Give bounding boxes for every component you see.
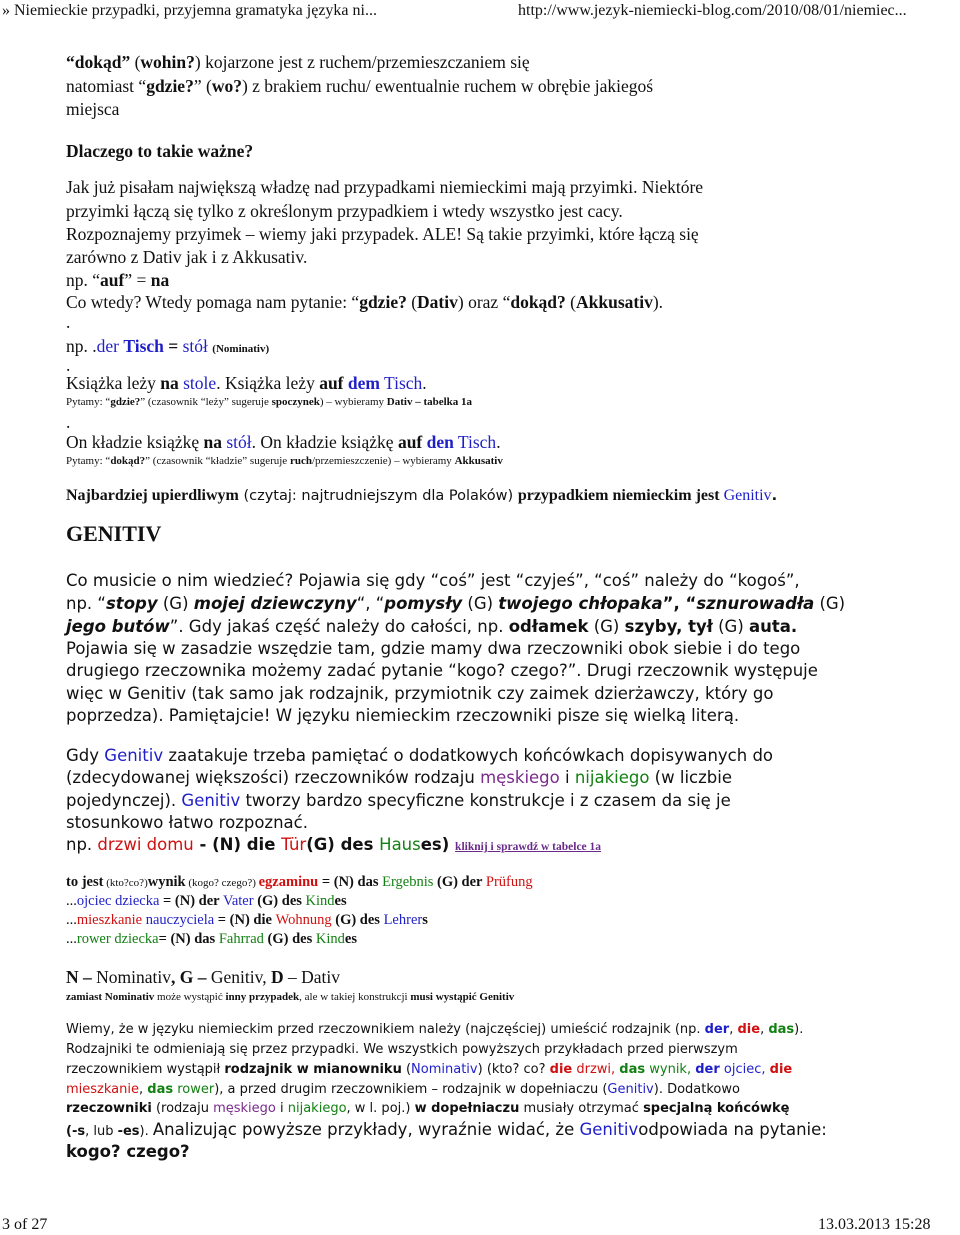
intro-line-3: miejsca: [66, 99, 120, 119]
paragraph-line: Pojawia się w zasadzie wszędzie tam, gdzie mamy dwa rzeczowniki obok siebie i do tego: [66, 639, 801, 658]
paragraph-line: pojedynczej). Genitiv tworzy bardzo specyficzne konstrukcje i z czasem da się je: [66, 791, 731, 810]
intro-line-1: “dokąd” (wohin?) kojarzone jest z ruchem/przemieszczaniem się: [66, 52, 530, 72]
question-line: Co wtedy? Wtedy pomaga nam pytanie: “gdzie? (Dativ) oraz “dokąd? (Akkusativ).: [66, 292, 664, 312]
example-line: ...rower dziecka= (N) das Fahrrad (G) des Kindes: [66, 931, 357, 947]
paragraph-line: drugiego rzeczownika możemy zadać pytanie “kogo? czego?”. Drugi rzeczownik występuje: [66, 661, 818, 680]
paragraph-line: Gdy Genitiv zaatakuje trzeba pamiętać o dodatkowych końcówkach dopisywanych do: [66, 746, 774, 765]
paragraph-line: kogo? czego?: [66, 1142, 190, 1161]
paragraph-line: przyimki łączą się tylko z określonym przypadkiem i wtedy wszystko jest cacy.: [66, 201, 623, 221]
paragraph-line: mieszkanie, das rower), a przed drugim rzeczownikiem – rodzajnik w dopełniaczu (Genitiv). Dodatkowo: [66, 1082, 740, 1097]
paragraph-line: więc w Genitiv (tak samo jak rodzajnik, przymiotnik czy zaimek dzierżawczy, który go: [66, 684, 774, 703]
example-sentence: Książka leży na stole. Książka leży auf dem Tisch.: [66, 373, 427, 393]
example-haus: np. drzwi domu - (N) die Tür(G) des Hauses) kliknij i sprawdź w tabelce 1a: [66, 835, 602, 854]
case-legend: N – Nominativ, G – Genitiv, D – Dativ: [66, 967, 341, 987]
paragraph-line: Co musicie o nim wiedzieć? Pojawia się gdy “coś” jest “czyjeś”, “coś” należy do “kogoś”,: [66, 571, 800, 590]
example-line: to jest (kto?co?)wynik (kogo? czego?) egzaminu = (N) das Ergebnis (G) der Prüfung: [66, 874, 533, 890]
header-url: http://www.jezyk-niemiecki-blog.com/2010/08/01/niemiec...: [518, 2, 907, 19]
paragraph-line: Wiemy, że w języku niemieckim przed rzeczownikiem należy (najczęściej) umieścić rodzajnik (np. der, die, das).: [66, 1022, 804, 1037]
genitiv-intro: Najbardziej upierdliwym (czytaj: najtrudniejszym dla Polaków) przypadkiem niemieckim jest Genitiv.: [66, 487, 778, 504]
dot: .: [66, 355, 71, 375]
note-line: zamiast Nominativ może wystąpić inny przypadek, ale w takiej konstrukcji musi wystąpić Genitiv: [66, 991, 515, 1003]
footer-datetime: 13.03.2013 15:28: [818, 1216, 931, 1233]
paragraph-line: Rodzajniki te odmieniają się przez przypadki. We wszystkich powyższych przykładach przed pierwszym: [66, 1042, 738, 1057]
paragraph-line: jego butów”. Gdy jakaś część należy do całości, np. odłamek (G) szyby, tył (G) auta.: [66, 617, 798, 636]
intro-line-2: natomiast “gdzie?” (wo?) z brakiem ruchu/ ewentualnie ruchem w obrębie jakiegoś: [66, 76, 654, 96]
example-tisch: np. .der Tisch = stół (Nominativ): [66, 336, 270, 356]
paragraph-line: (-s, lub -es). Analizując powyższe przykłady, wyraźnie widać, że Genitivodpowiada na pytanie:: [66, 1120, 827, 1139]
note-line: Pytamy: “dokąd?” (czasownik “kładzie” sugeruje ruch/przemieszczenie) – wybieramy Akkusativ: [66, 455, 503, 467]
paragraph-line: Jak już pisałam największą władzę nad przypadkami niemieckimi mają przyimki. Niektóre: [66, 177, 704, 197]
example-sentence: On kładzie książkę na stół. On kładzie książkę auf den Tisch.: [66, 432, 501, 452]
section-heading-dlaczego: Dlaczego to takie ważne?: [66, 141, 254, 161]
tabelka-link[interactable]: kliknij i sprawdź w tabelce 1a: [455, 841, 602, 853]
section-heading-genitiv: GENITIV: [66, 521, 162, 546]
example-auf: np. “auf” = na: [66, 270, 170, 290]
example-line: ...ojciec dziecka = (N) der Vater (G) des Kindes: [66, 893, 347, 909]
footer-page-number: 3 of 27: [2, 1216, 48, 1233]
note-line: Pytamy: “gdzie?” (czasownik “leży” sugeruje spoczynek) – wybieramy Dativ – tabelka 1a: [66, 396, 473, 408]
example-line: ...mieszkanie nauczyciela = (N) die Wohnung (G) des Lehrers: [66, 912, 428, 928]
paragraph-line: zarówno z Dativ jak i z Akkusativ.: [66, 247, 308, 267]
header-title: » Niemieckie przypadki, przyjemna gramatyka języka ni...: [2, 2, 377, 19]
paragraph-line: np. “stopy (G) mojej dziewczyny“, “pomysły (G) twojego chłopaka”, “sznurowadła (G): [66, 594, 846, 613]
dot: .: [66, 412, 71, 432]
paragraph-line: stosunkowo łatwo rozpoznać.: [66, 813, 308, 832]
dot: .: [66, 312, 71, 332]
paragraph-line: (zdecydowanej większości) rzeczowników rodzaju męskiego i nijakiego (w liczbie: [66, 768, 732, 787]
paragraph-line: rzeczowniki (rodzaju męskiego i nijakiego, w l. poj.) w dopełniaczu musiały otrzymać specjalną końcówkę: [66, 1101, 790, 1116]
paragraph-line: Rozpoznajemy przyimek – wiemy jaki przypadek. ALE! Są takie przyimki, które łączą się: [66, 224, 699, 244]
paragraph-line: rzeczownikiem wystąpił rodzajnik w mianowniku (Nominativ) (kto? co? die drzwi, das wynik, der ojciec, die: [66, 1062, 793, 1077]
paragraph-line: poprzedza). Pamiętajcie! W języku niemieckim rzeczowniki pisze się wielką literą.: [66, 706, 740, 725]
